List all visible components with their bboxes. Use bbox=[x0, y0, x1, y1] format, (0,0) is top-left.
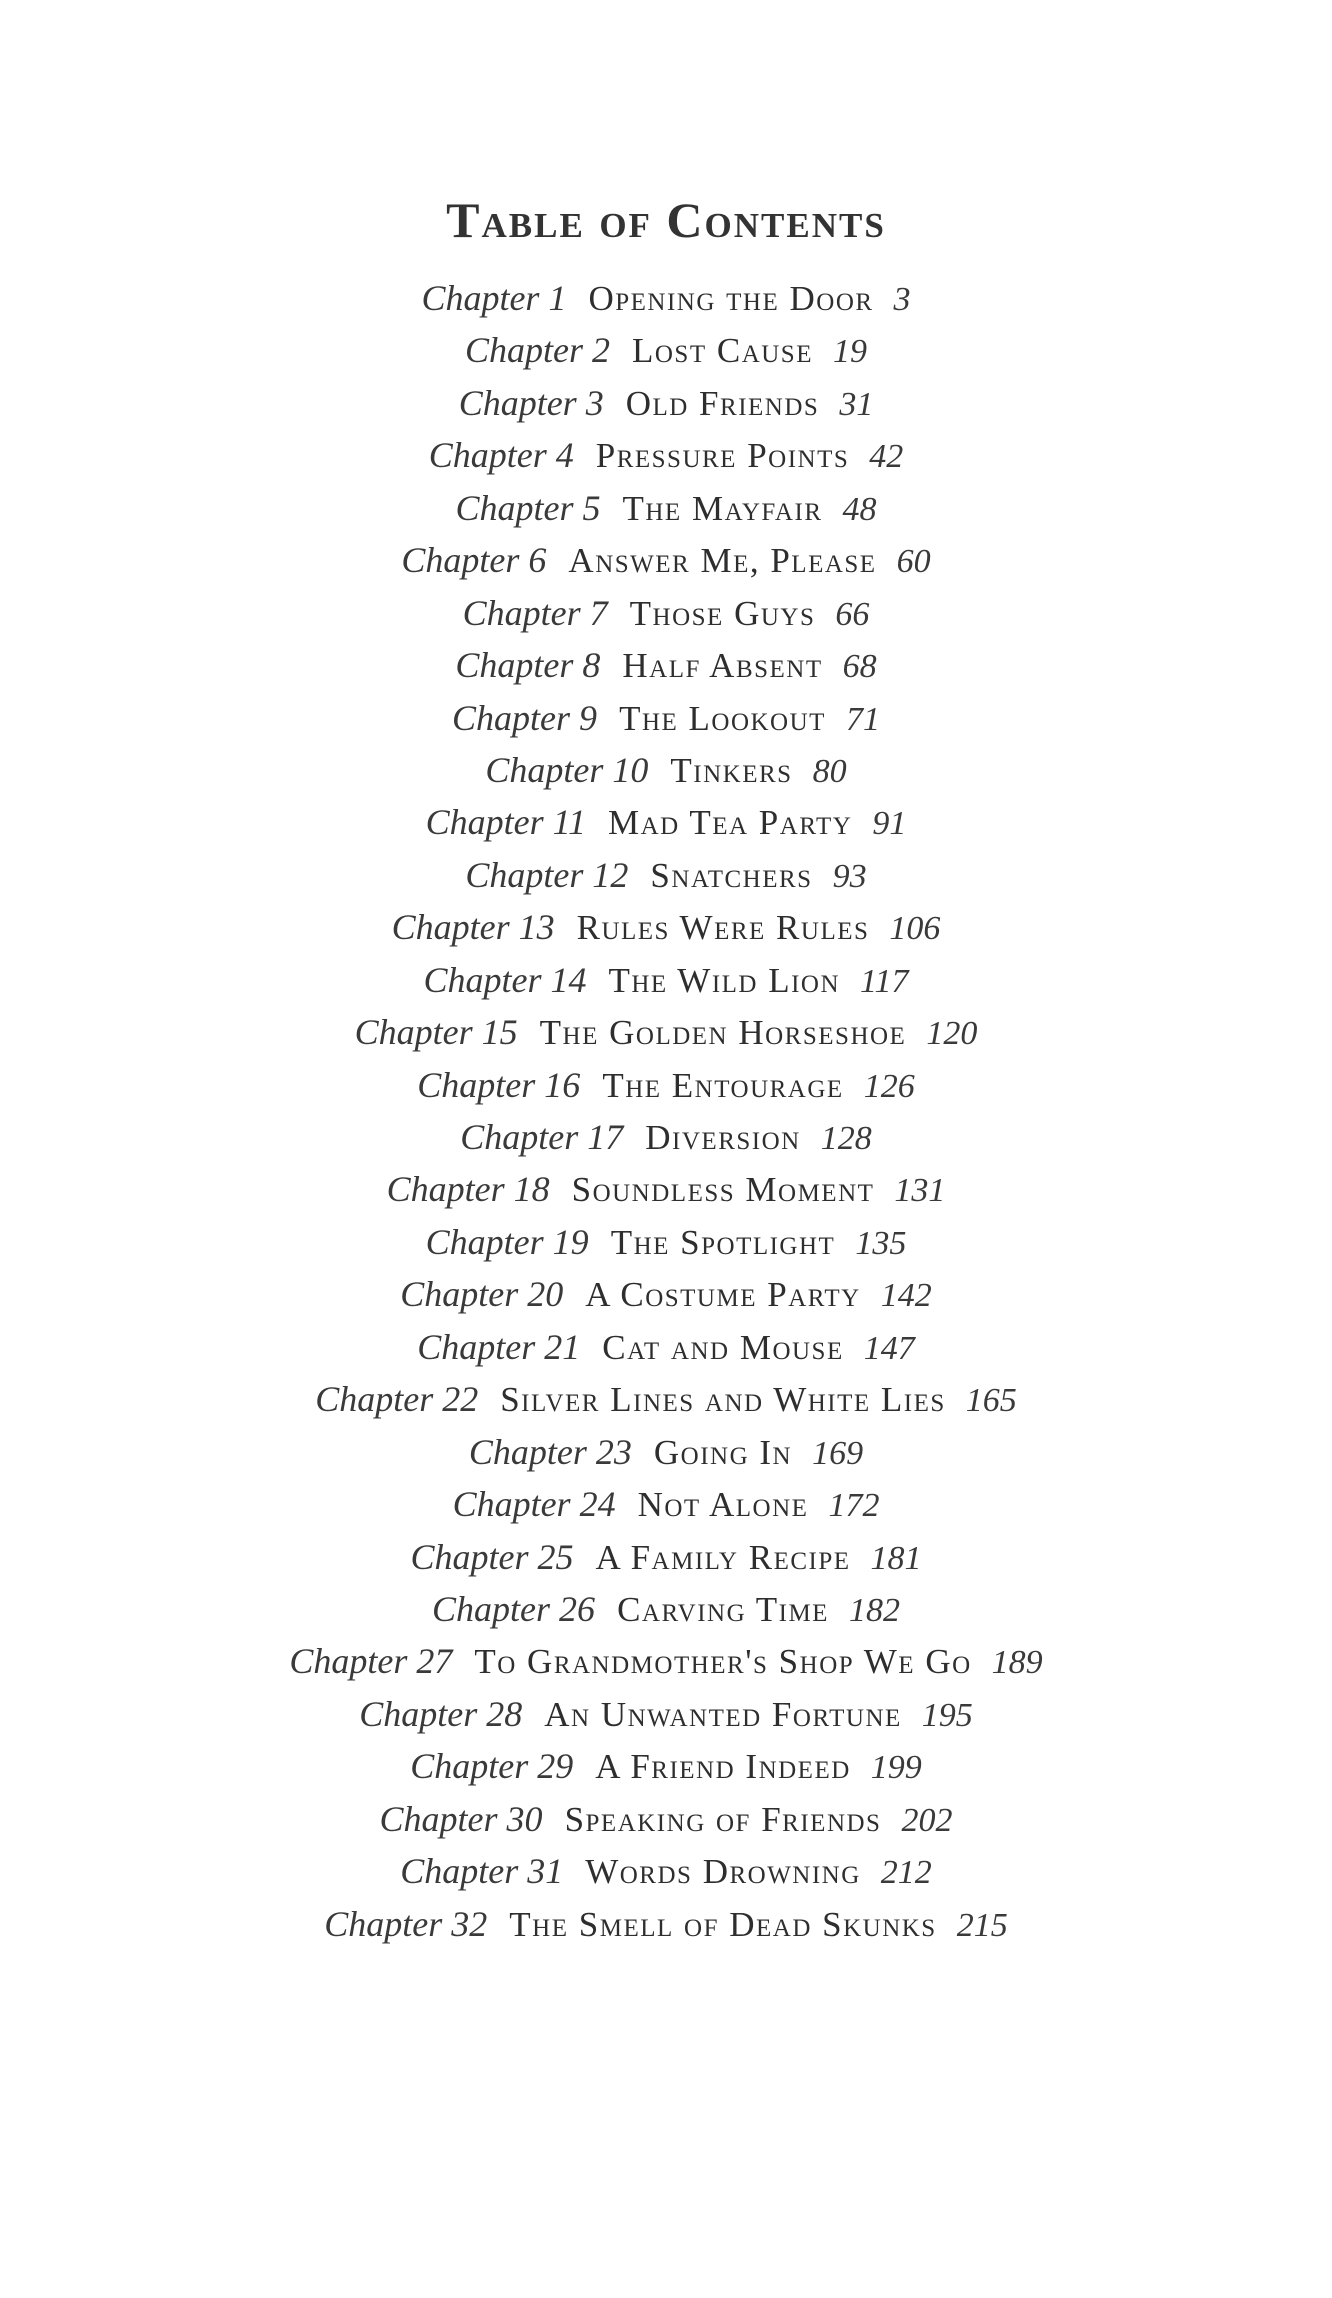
page-title: Table of Contents bbox=[446, 192, 886, 248]
chapter-label: Chapter 30 bbox=[379, 1798, 543, 1839]
toc-entry bbox=[0, 1793, 1332, 1845]
page-number: 80 bbox=[812, 752, 847, 790]
chapter-label: Chapter 18 bbox=[386, 1169, 550, 1210]
page-number: 181 bbox=[870, 1539, 922, 1577]
toc-entry bbox=[0, 744, 1332, 796]
page-number: 126 bbox=[863, 1067, 915, 1105]
chapter-title: Pressure Points bbox=[595, 436, 850, 476]
chapter-label: Chapter 20 bbox=[400, 1274, 564, 1315]
page-number: 215 bbox=[956, 1906, 1008, 1944]
page-number: 172 bbox=[828, 1487, 880, 1525]
page-number: 60 bbox=[896, 543, 931, 581]
toc-entry bbox=[0, 901, 1332, 953]
toc-entry bbox=[0, 1059, 1332, 1111]
chapter-title: Diversion bbox=[645, 1118, 801, 1157]
chapter-title: Speaking of Friends bbox=[564, 1799, 882, 1839]
chapter-label: Chapter 21 bbox=[417, 1326, 581, 1367]
toc-entry bbox=[0, 1006, 1332, 1058]
chapter-label: Chapter 19 bbox=[425, 1221, 589, 1262]
page-number: 212 bbox=[880, 1854, 932, 1892]
chapter-title: A Costume Party bbox=[585, 1275, 861, 1315]
chapter-title: Words Drowning bbox=[585, 1852, 861, 1892]
chapter-title: The Lookout bbox=[619, 698, 826, 738]
chapter-title: To Grandmother's Shop We Go bbox=[474, 1642, 972, 1682]
toc-entry bbox=[0, 1845, 1332, 1897]
page-number: 93 bbox=[832, 857, 867, 895]
toc-entry bbox=[0, 1373, 1332, 1425]
chapter-title: Those Guys bbox=[629, 593, 816, 633]
chapter-title: Cat and Mouse bbox=[602, 1327, 844, 1367]
toc-entry bbox=[0, 954, 1332, 1006]
page-number: 66 bbox=[835, 595, 870, 633]
toc-entry bbox=[0, 849, 1332, 901]
chapter-label: Chapter 11 bbox=[425, 802, 586, 843]
toc-entry bbox=[0, 272, 1332, 324]
chapter-title: Rules Were Rules bbox=[576, 908, 870, 948]
chapter-label: Chapter 3 bbox=[458, 382, 604, 423]
page-number: 91 bbox=[872, 805, 907, 843]
toc-entry bbox=[0, 1898, 1332, 1950]
toc-entry bbox=[0, 324, 1332, 376]
chapter-title: Tinkers bbox=[670, 750, 793, 790]
toc-entry bbox=[0, 796, 1332, 848]
chapter-title: The Mayfair bbox=[622, 488, 823, 528]
toc-entry bbox=[0, 1635, 1332, 1687]
chapter-label: Chapter 22 bbox=[315, 1379, 479, 1420]
chapter-title: Opening the Door bbox=[588, 279, 874, 318]
page-number: 147 bbox=[863, 1329, 915, 1367]
chapter-title: Mad Tea Party bbox=[608, 803, 853, 843]
page-number: 19 bbox=[833, 333, 867, 371]
page-number: 142 bbox=[880, 1277, 932, 1315]
toc-entry bbox=[0, 1531, 1332, 1583]
chapter-label: Chapter 15 bbox=[354, 1012, 518, 1053]
chapter-title: A Family Recipe bbox=[595, 1537, 851, 1577]
chapter-label: Chapter 12 bbox=[465, 854, 629, 895]
page-number: 169 bbox=[812, 1434, 864, 1472]
page-number: 202 bbox=[901, 1801, 953, 1839]
toc-entry bbox=[0, 1268, 1332, 1320]
toc-entry bbox=[0, 692, 1332, 744]
chapter-label: Chapter 16 bbox=[417, 1064, 581, 1105]
page-number: 106 bbox=[889, 910, 941, 948]
chapter-label: Chapter 29 bbox=[410, 1746, 574, 1787]
toc-entry bbox=[0, 1478, 1332, 1530]
page-number: 182 bbox=[848, 1591, 900, 1629]
chapter-title: Lost Cause bbox=[632, 331, 813, 371]
chapter-label: Chapter 8 bbox=[455, 645, 601, 686]
page-number: 3 bbox=[893, 281, 911, 318]
chapter-label: Chapter 6 bbox=[401, 540, 547, 581]
chapter-title: The Wild Lion bbox=[608, 960, 841, 1000]
chapter-title: Silver Lines and White Lies bbox=[500, 1380, 946, 1420]
page-number: 128 bbox=[820, 1120, 872, 1157]
page-number: 131 bbox=[894, 1172, 946, 1210]
chapter-title: Old Friends bbox=[625, 383, 820, 423]
page-number: 120 bbox=[926, 1015, 978, 1053]
chapter-title: The Spotlight bbox=[610, 1222, 836, 1262]
page-number: 199 bbox=[870, 1749, 922, 1787]
page-number: 117 bbox=[860, 962, 909, 1000]
toc-entry bbox=[0, 1583, 1332, 1635]
chapter-title: A Friend Indeed bbox=[595, 1747, 851, 1787]
chapter-label: Chapter 28 bbox=[359, 1693, 523, 1734]
toc-entry bbox=[0, 1426, 1332, 1478]
page-number: 165 bbox=[965, 1382, 1017, 1420]
chapter-label: Chapter 17 bbox=[460, 1117, 624, 1157]
chapter-label: Chapter 31 bbox=[400, 1851, 564, 1892]
chapter-label: Chapter 4 bbox=[428, 435, 574, 476]
toc-entry bbox=[0, 1216, 1332, 1268]
page-number: 189 bbox=[991, 1644, 1043, 1682]
chapter-title: The Entourage bbox=[602, 1065, 844, 1105]
chapter-label: Chapter 27 bbox=[289, 1641, 453, 1682]
chapter-title: An Unwanted Fortune bbox=[544, 1694, 902, 1734]
toc-entry bbox=[0, 1688, 1332, 1740]
chapter-title: Not Alone bbox=[637, 1485, 809, 1525]
page-number: 135 bbox=[855, 1224, 907, 1262]
chapter-label: Chapter 24 bbox=[452, 1484, 616, 1525]
chapter-label: Chapter 25 bbox=[410, 1536, 574, 1577]
page-number: 48 bbox=[842, 490, 877, 528]
toc-entry bbox=[0, 1111, 1332, 1163]
toc-entry bbox=[0, 1321, 1332, 1373]
chapter-title: The Smell of Dead Skunks bbox=[509, 1904, 937, 1944]
chapter-title: Soundless Moment bbox=[571, 1170, 875, 1210]
chapter-title: Half Absent bbox=[622, 646, 823, 686]
toc-entry bbox=[0, 429, 1332, 481]
chapter-title: The Golden Horseshoe bbox=[539, 1013, 907, 1053]
chapter-label: Chapter 14 bbox=[423, 959, 587, 1000]
chapter-label: Chapter 32 bbox=[324, 1903, 488, 1944]
chapter-label: Chapter 10 bbox=[485, 749, 649, 790]
chapter-title: Going In bbox=[653, 1432, 793, 1472]
toc-entry bbox=[0, 587, 1332, 639]
chapter-label: Chapter 13 bbox=[391, 907, 555, 948]
toc-entry bbox=[0, 377, 1332, 429]
page-number: 71 bbox=[845, 700, 880, 738]
chapter-title: Carving Time bbox=[617, 1589, 829, 1629]
chapter-title: Snatchers bbox=[650, 855, 813, 895]
toc-entry bbox=[0, 482, 1332, 534]
page-number: 42 bbox=[869, 438, 904, 476]
chapter-label: Chapter 9 bbox=[452, 697, 598, 738]
toc-entry bbox=[0, 534, 1332, 586]
chapter-label: Chapter 5 bbox=[455, 487, 601, 528]
page-number: 195 bbox=[921, 1696, 973, 1734]
chapter-label: Chapter 7 bbox=[462, 592, 608, 633]
table-of-contents-list bbox=[0, 272, 1332, 1950]
page-number: 31 bbox=[839, 385, 874, 423]
chapter-label: Chapter 2 bbox=[464, 330, 610, 371]
chapter-label: Chapter 1 bbox=[421, 278, 567, 318]
toc-entry bbox=[0, 639, 1332, 691]
chapter-label: Chapter 26 bbox=[432, 1588, 596, 1629]
chapter-title: Answer Me, Please bbox=[568, 541, 877, 581]
toc-entry bbox=[0, 1740, 1332, 1792]
page-number: 68 bbox=[842, 648, 877, 686]
toc-entry bbox=[0, 1163, 1332, 1215]
chapter-label: Chapter 23 bbox=[468, 1431, 632, 1472]
